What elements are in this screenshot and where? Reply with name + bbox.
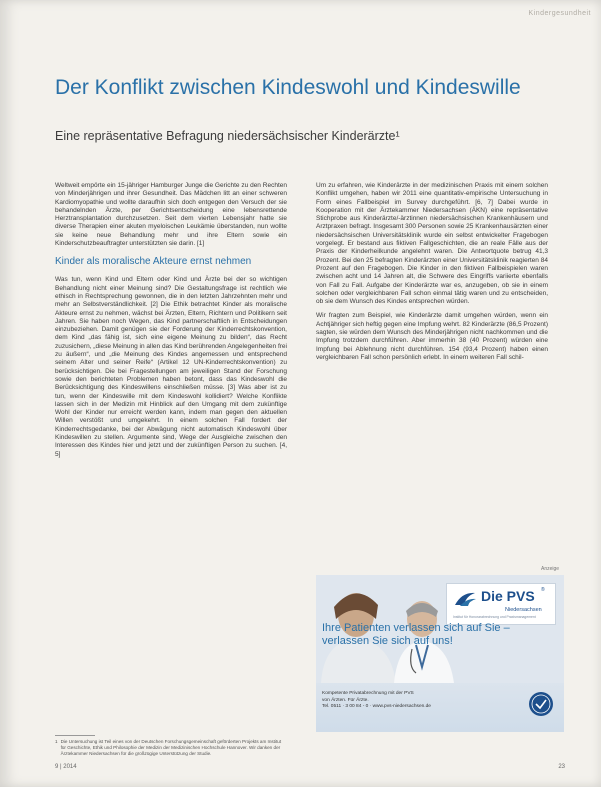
pvs-logo-icon bbox=[453, 590, 477, 608]
footnote bbox=[55, 739, 287, 756]
ad-contact-line: Kompetente Privatabrechnung mit der PVS bbox=[322, 691, 414, 696]
footnote-divider bbox=[55, 735, 95, 736]
ad-headline bbox=[322, 622, 558, 648]
footnote-text: Die Untersuchung ist Teil eines von der Deutschen Forschungsgemeinschaft geförderten Projekts am Institut für Geschichte, Ethik und Philosophie der Medizin der Medizinischen Hochschule Hannover. Wir danken der Ärztekammer Niedersachsen für die großzügige Unterstützung der Studie. bbox=[60, 739, 282, 756]
pvs-logo-region: Niedersachsen bbox=[505, 607, 542, 613]
ad-headline-line: Ihre Patienten verlassen sich auf Sie – bbox=[322, 622, 510, 634]
registered-mark: ® bbox=[541, 587, 545, 593]
ad-headline-line: verlassen Sie sich auf uns! bbox=[322, 635, 453, 647]
article-title: Der Konflikt zwischen Kindeswohl und Kindeswille bbox=[55, 76, 521, 99]
footnote-marker: 1 bbox=[55, 739, 58, 744]
advertisement-label: Anzeige bbox=[541, 566, 560, 572]
advertisement[interactable] bbox=[316, 575, 564, 732]
right-column bbox=[316, 182, 548, 368]
issue-number: 9 | 2014 bbox=[55, 764, 77, 770]
pvs-logo-tagline: Institut für Honorarabrechnung und Praxismanagement bbox=[453, 615, 536, 619]
ad-contact bbox=[322, 691, 492, 711]
quality-seal-icon bbox=[528, 691, 554, 717]
ad-contact-line: Tel. 0511 · 3 00 84 - 0 · www.pvs-niedersachsen.de bbox=[322, 704, 431, 710]
body-paragraph: Was tun, wenn Kind und Eltern oder Kind und Ärzte bei der so wichtigen Behandlung nicht einer Meinung sind? Die Gestaltungsfrage ist rechtlich wie ethisch in Rechtsprechung gewonnen, die in den letzten Jahrzehnten mehr und mehr an Selbstverständlichkeit. [2] Die Ethik betrachtet Kinder als moralische Akteure ernst zu nehmen, wächst bei Ärzten, Eltern, Richtern und Politikern seit Jahren. Sie haben noch Wegen, das Kind partnerschaftlich in Entscheidungen einzubeziehen. Damit genügen sie der Forderung der Kinderrechtskonvention, dem Kind „das fähig ist, sich eine eigene Meinung zu bilden“, das Recht zuzusichern, „diese Meinung in allen das Kind berührenden Angelegenheiten frei zu äußern“, und „die Meinung des Kindes angemessen und entsprechend seinem Alter und seiner Reife“ (Artikel 12 UN-Kinderrechtskonvention) zu berücksichtigen. Die bei Fragestellungen am jeweiligen Stand der Forschung sowie den berichteten Problemen haben betont, dass das Kindeswohl die Berücksichtigung des Kindeswillens einschließen müsse. [3] Was aber ist zu tun, wenn der Kindeswille mit dem Kindeswohl kollidiert? Welche Konflikte lassen sich in der Medizin mit Hinblick auf den Umgang mit dem zukünftige Wohl der Kinder nur erreicht werden kann, indem man gegen den aktuellen Willen verstößt und umgekehrt. In einem solchen Fall fordert der Kinderrechtsgedanke, bei der Abwägung nicht automatisch Kindeswohl über Kindeswillen zu stellen. Argumente sind, Wege der Ausgleiche zwischen den Interessen des Kindes hier und jetzt und der zukünftigen Person zu suchen. [4, 5] bbox=[55, 276, 287, 458]
pvs-logo-name: Die PVS bbox=[481, 588, 535, 604]
pvs-logo[interactable] bbox=[446, 583, 556, 625]
study-paragraph: Um zu erfahren, wie Kinderärzte in der medizinischen Praxis mit einem solchen Konflikt umgehen, haben wir 2011 eine quantitativ-empirische Untersuchung in Form eines Fallbeispiel im Survey durchgeführt. [6, 7] Dabei wurde in Kooperation mit der Ärztekammer Niedersachsen (ÄKN) eine repräsentative Stichprobe aus Kinderärzte/-ärztinnen niedersächsischen Krankenhäusern und Arztpraxen befragt. Insgesamt 300 Personen sowie 25 Krankenhausärzten einer niedersächsischen Universitätsklinik wurde ein selbst entwickelter Fragebogen vorgelegt. Er bestand aus fiktiven Fallgeschichten, die an reale Fälle aus der Praxis der Kinderheilkunde angelehnt waren. Die Antwortquote betrug 41,3 Prozent. Bei den 25 befragten Kinderärzten einer Universitätsklinik reagierten 84 Prozent auf den Fragebogen. Die Kinder in den fiktiven Fallbeispielen waren zwischen acht und 14 Jahren alt, die Schwere des Eingriffs variierte ebenfalls von Fall zu Fall. Aufgabe der Kinderärzte war es, anzugeben, ob sie in einem solchen oder vergleichbaren Fall schon einmal tätig waren und zu entscheiden, ob sie dem Wunsch des Kindes entsprechen würden. bbox=[316, 182, 548, 306]
section-label: Kindergesundheit bbox=[528, 10, 591, 17]
page-number: 23 bbox=[558, 764, 565, 770]
results-paragraph: Wir fragten zum Beispiel, wie Kinderärzte damit umgehen würden, wenn ein Achtjähriger sich heftig gegen eine Impfung wehrt. 82 Kinderärzte (86,5 Prozent) sagten, sie würden dem Wunsch des Minderjährigen nicht nachkommen und die Impfung trotzdem durchführen. Aber immerhin 38 (40 Prozent) würden eine Impfung bei Ablehnung nicht durchführen. 154 (93,4 Prozent) haben einen vergleichbaren Fall schon persönlich erlebt. In einem weiteren Fall schil- bbox=[316, 312, 548, 361]
section-heading: Kinder als moralische Akteure ernst nehmen bbox=[55, 256, 252, 268]
article-subtitle: Eine repräsentative Befragung niedersächsischer Kinderärzte¹ bbox=[55, 129, 400, 143]
left-column bbox=[55, 182, 287, 465]
intro-paragraph: Weltweit empörte ein 15-jähriger Hamburger Junge die Gerichte zu den Rechten von Minderjährigen und ihrer Gesundheit. Das Mädchen litt an einer schweren Kardiomyopathie und wollte daraufhin sich doch entgegen den Versuch der sie behandelnden Ärzte, per Gerichtsentscheidung eine lebensrettende Herztransplantation durchzusetzen. Seit dem vierten Lebensjahr hatte sie diverse Therapien einer akuten myeloischen Leukämie überstanden, nun wollte sie keine neue Behandlung mehr und ihre Eltern sowie ein Kinderschutzbeauftragter unterstützten sie darin. [1] bbox=[55, 182, 287, 248]
ad-contact-line: von Ärzten. Für Ärzte. bbox=[322, 697, 369, 703]
